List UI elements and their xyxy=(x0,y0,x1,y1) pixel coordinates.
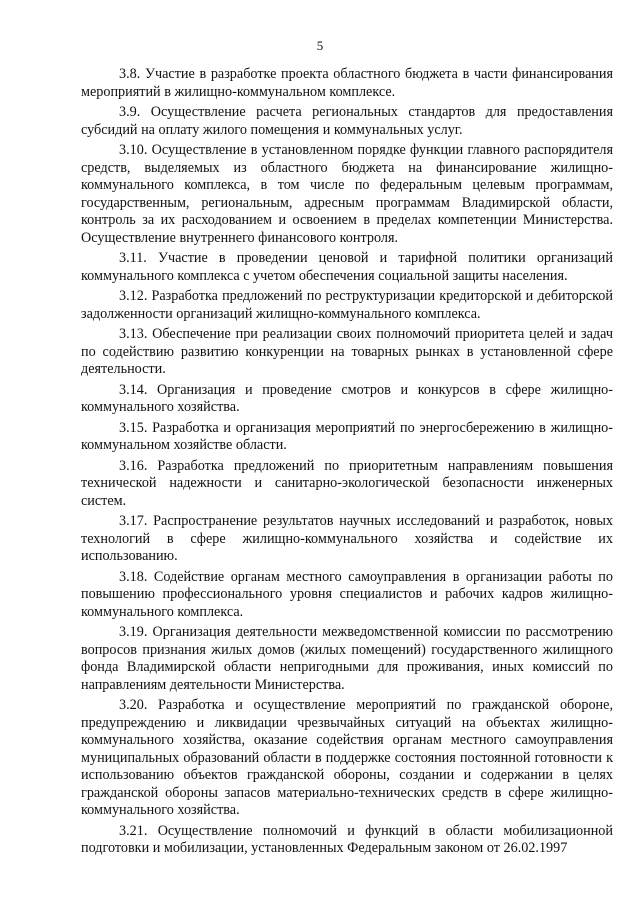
paragraph-3-19: 3.19. Организация деятельности межведомственной комиссии по рассмотрению вопросов признания жилых домов (жилых помещений) государственного жилищного фонда Владимирской области непригодными для проживания, иных комиссий по направлениям деятельности Министерства. xyxy=(81,624,613,693)
paragraph-3-9: 3.9. Осуществление расчета региональных стандартов для предоставления субсидий на оплату жилого помещения и коммунальных услуг. xyxy=(81,104,613,138)
paragraph-3-10: 3.10. Осуществление в установленном порядке функции главного распорядителя средств, выделяемых из областного бюджета на финансирование жилищно-коммунального комплекса, в том числе по федеральным целевым программам, государственным, региональным, адресным программам Владимирской области, контроль за их расходованием и освоением в пределах компетенции Министерства. Осуществление внутреннего финансового контроля. xyxy=(81,142,613,246)
paragraph-3-17: 3.17. Распространение результатов научных исследований и разработок, новых технологий в сфере жилищно-коммунального хозяйства и содействие их использованию. xyxy=(81,513,613,564)
page-number: 5 xyxy=(316,38,324,53)
paragraph-3-13: 3.13. Обеспечение при реализации своих полномочий приоритета целей и задач по содействию развитию конкуренции на товарных рынках в установленной сфере деятельности. xyxy=(81,326,613,377)
paragraph-3-20: 3.20. Разработка и осуществление мероприятий по гражданской обороне, предупреждению и ликвидации чрезвычайных ситуаций на объектах жилищно-коммунального хозяйства, оказание содействия органам местного самоуправления муниципальных образований области в поддержке состояния постоянной готовности к использованию объектов гражданской обороны, создании и содержании в целях гражданской обороны запасов материально-технических средств в сфере жилищно-коммунального хозяйства. xyxy=(81,697,613,818)
paragraph-3-16: 3.16. Разработка предложений по приоритетным направлениям повышения технической надежности и санитарно-экологической безопасности инженерных систем. xyxy=(81,457,613,509)
paragraph-3-14: 3.14. Организация и проведение смотров и конкурсов в сфере жилищно-коммунального хозяйства. xyxy=(81,381,613,415)
paragraph-3-15: 3.15. Разработка и организация мероприятий по энергосбережению в жилищно-коммунальном хозяйстве области. xyxy=(81,419,613,453)
paragraph-3-21: 3.21. Осуществление полномочий и функций в области мобилизационной подготовки и мобилизации, установленных Федеральным законом от 26.02.1997 xyxy=(81,822,613,856)
paragraph-3-18: 3.18. Содействие органам местного самоуправления в организации работы по повышению профессионального уровня специалистов и рабочих кадров жилищно-коммунального комплекса. xyxy=(81,568,613,620)
paragraph-3-8: 3.8. Участие в разработке проекта областного бюджета в части финансирования мероприятий в жилищно-коммунальном комплексе. xyxy=(81,66,613,100)
paragraph-3-11: 3.11. Участие в проведении ценовой и тарифной политики организаций коммунального комплекса с учетом обеспечения социальной защиты населения. xyxy=(81,250,613,284)
document-body xyxy=(81,66,613,861)
paragraph-3-12: 3.12. Разработка предложений по реструктуризации кредиторской и дебиторской задолженности организаций жилищно-коммунального комплекса. xyxy=(81,288,613,322)
